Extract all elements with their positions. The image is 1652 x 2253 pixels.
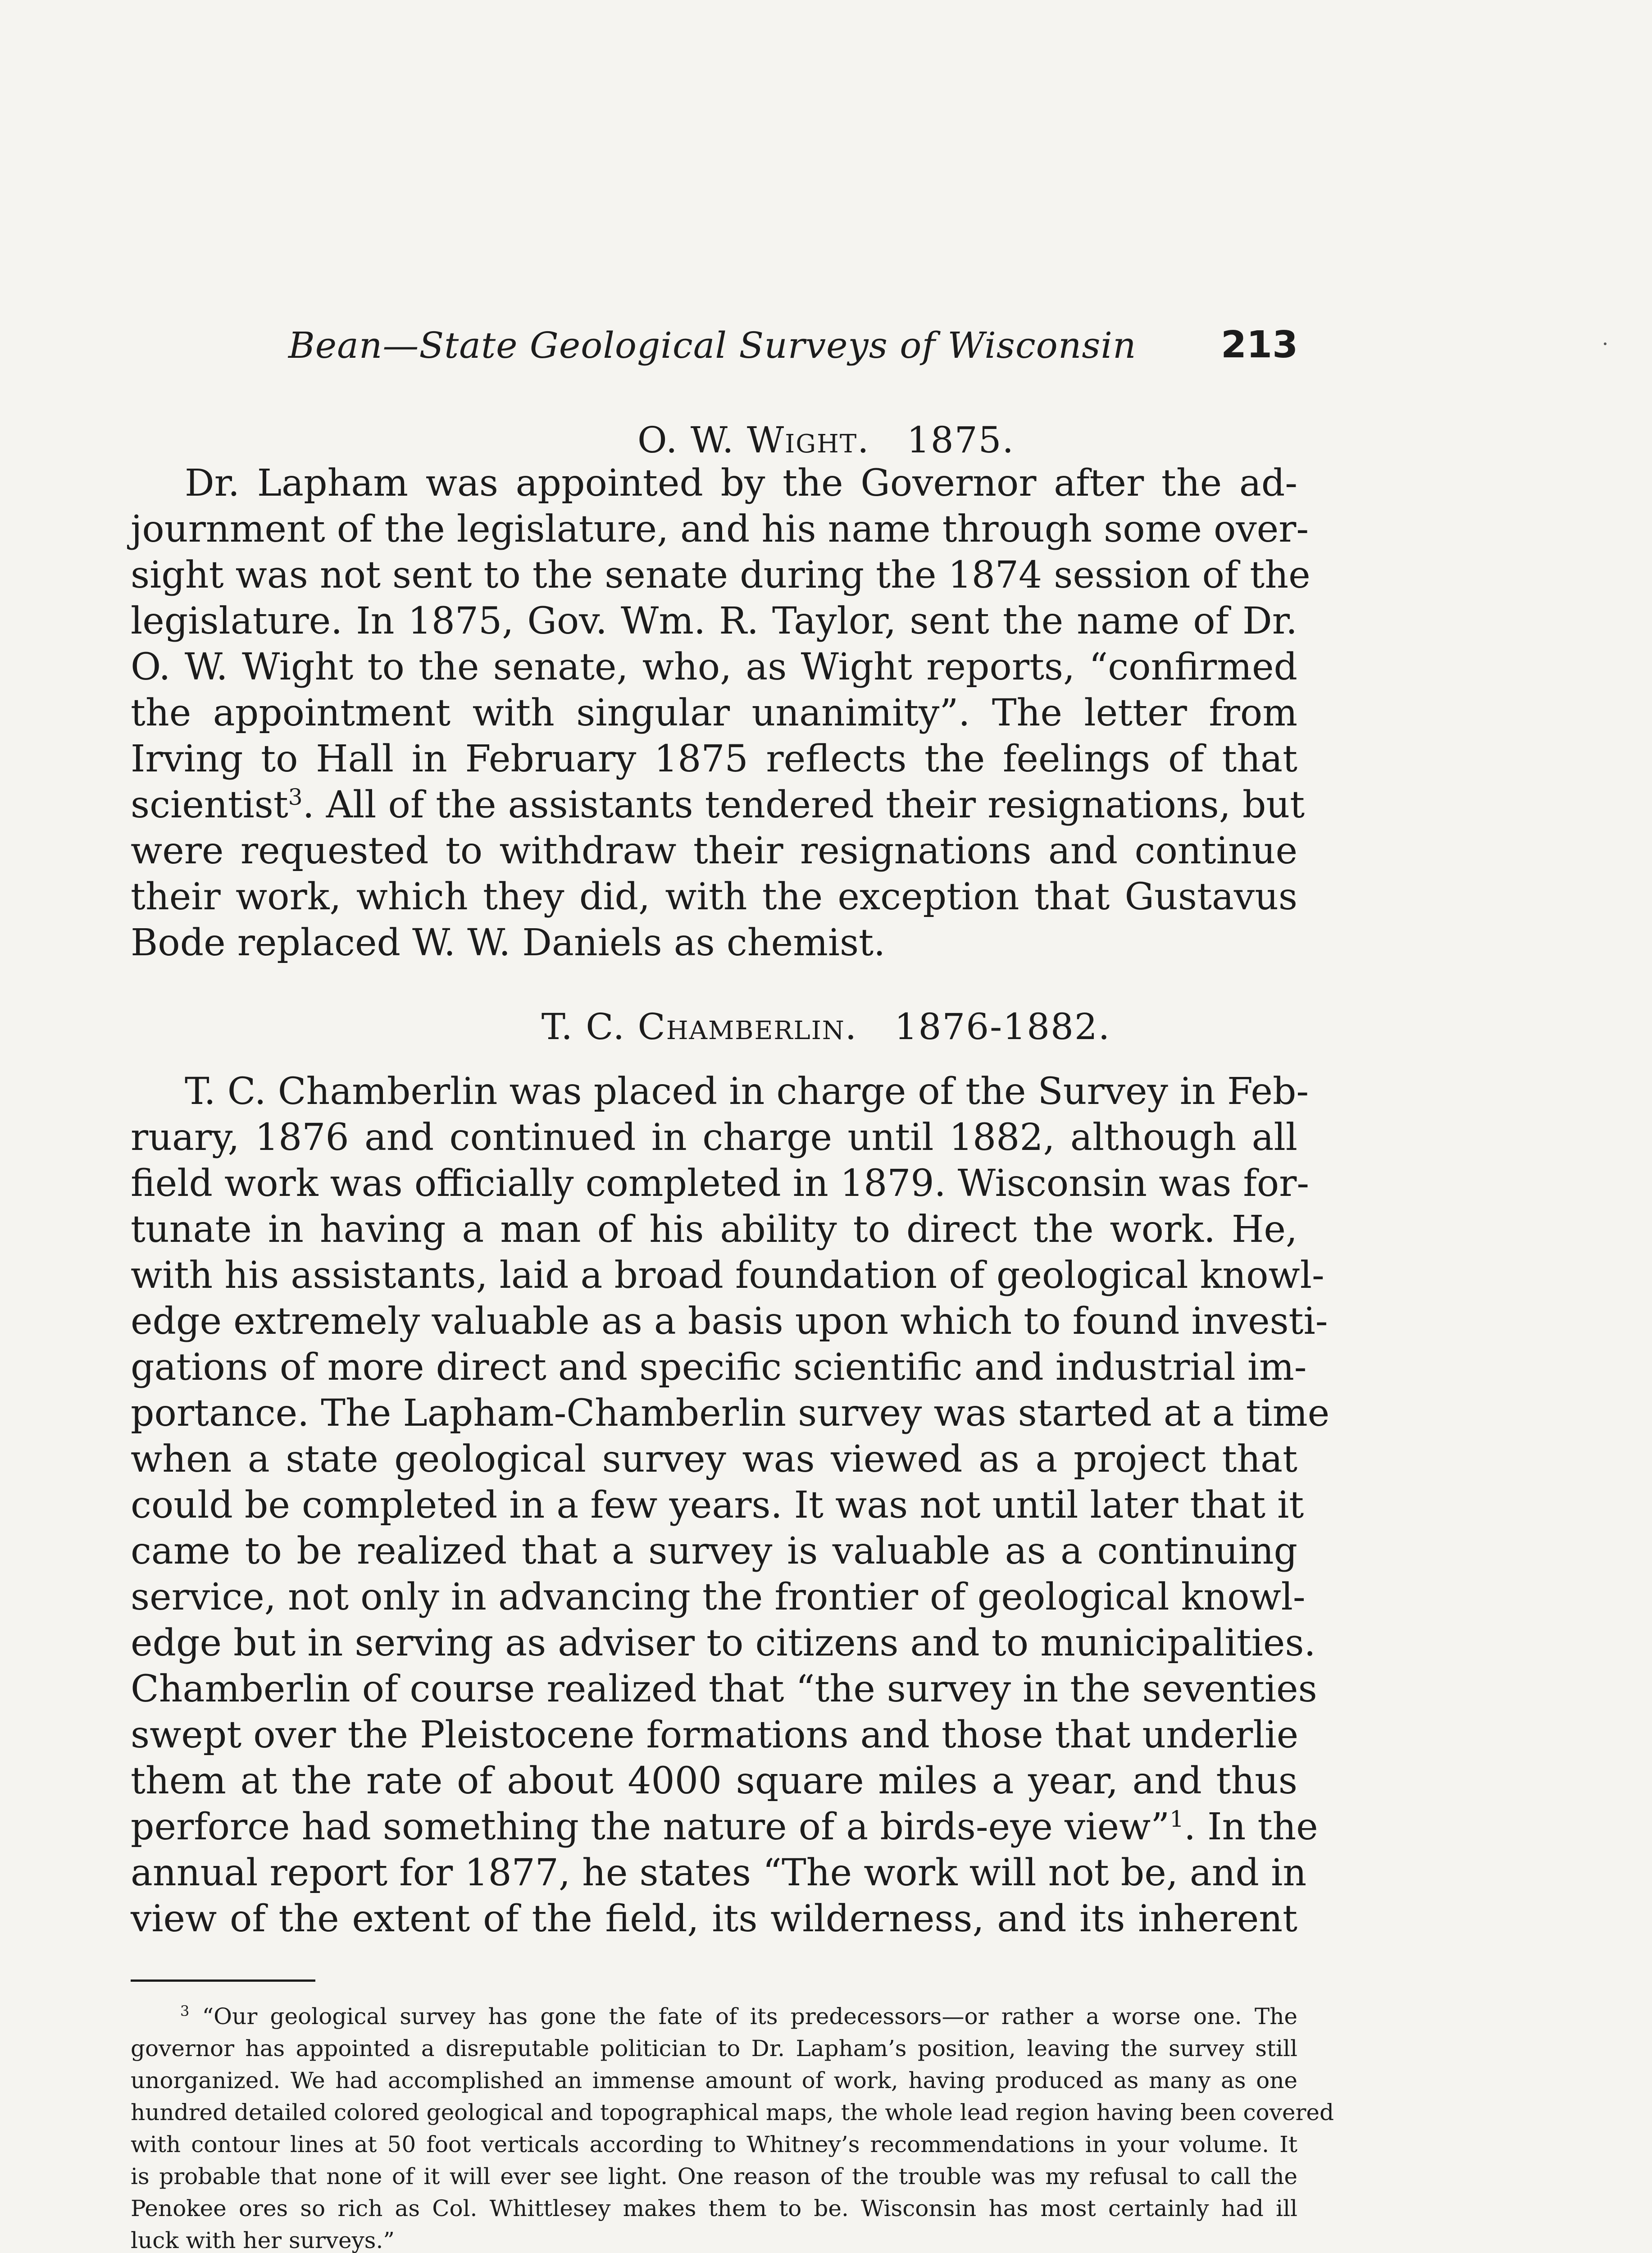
footnote-line: governor has appointed a disreputable politician to Dr. Lapham’s position, leaving the survey still bbox=[131, 2035, 1297, 2061]
footnote-line: is probable that none of it will ever see light. One reason of the trouble was my refusal to call the bbox=[131, 2163, 1297, 2189]
section-heading-year: 1875. bbox=[906, 419, 1015, 461]
section-heading-wight bbox=[0, 419, 1652, 461]
text-fragment: scientist bbox=[131, 784, 288, 826]
page-number: 213 bbox=[1221, 324, 1298, 366]
footnote-line: luck with her surveys.” bbox=[131, 2227, 395, 2253]
text-line: sight was not sent to the senate during the 1874 session of the bbox=[131, 554, 1311, 597]
text-line: Chamberlin of course realized that “the survey in the seventies bbox=[131, 1668, 1317, 1710]
footnote-divider bbox=[131, 1979, 315, 1982]
text-line: field work was officially completed in 1879. Wisconsin was for- bbox=[131, 1162, 1309, 1205]
footnote-marker: 3 bbox=[180, 2002, 190, 2020]
footnote-ref-1: 1 bbox=[1170, 1806, 1184, 1832]
footnote-line bbox=[131, 2001, 1297, 2033]
footnote-text: “Our geological survey has gone the fate of its predecessors—or rather a worse one. The bbox=[202, 2003, 1298, 2030]
footnote-ref-3: 3 bbox=[288, 784, 303, 810]
section-heading-name: O. W. Wight. bbox=[637, 419, 870, 461]
footnote-3 bbox=[131, 2001, 1334, 2253]
text-line: edge extremely valuable as a basis upon which to found investi- bbox=[131, 1300, 1328, 1343]
section-heading-name: T. C. Chamberlin. bbox=[541, 1006, 858, 1048]
text-line: Bode replaced W. W. Daniels as chemist. bbox=[131, 921, 886, 964]
text-line bbox=[131, 1804, 1318, 1850]
text-fragment: perforce had something the nature of a birds-eye view” bbox=[131, 1806, 1170, 1848]
text-line: ruary, 1876 and continued in charge until 1882, although all bbox=[131, 1116, 1297, 1159]
text-line: Dr. Lapham was appointed by the Governor after the ad- bbox=[185, 462, 1297, 505]
text-fragment: . In the bbox=[1183, 1806, 1318, 1848]
text-line: tunate in having a man of his ability to direct the work. He, bbox=[131, 1208, 1297, 1251]
text-line: portance. The Lapham-Chamberlin survey was started at a time bbox=[131, 1392, 1330, 1435]
text-line: annual report for 1877, he states “The work will not be, and in bbox=[131, 1852, 1307, 1894]
paragraph-wight bbox=[131, 461, 1311, 966]
text-line: could be completed in a few years. It was not until later that it bbox=[131, 1484, 1304, 1527]
text-line: service, not only in advancing the frontier of geological knowl- bbox=[131, 1576, 1306, 1619]
text-line: Irving to Hall in February 1875 reflects the feelings of that bbox=[131, 738, 1297, 780]
section-heading-chamberlin bbox=[0, 1006, 1652, 1048]
text-line: legislature. In 1875, Gov. Wm. R. Taylor, sent the name of Dr. bbox=[131, 600, 1297, 643]
text-line: edge but in serving as adviser to citizens and to municipalities. bbox=[131, 1622, 1316, 1665]
text-line: came to be realized that a survey is valuable as a continuing bbox=[131, 1530, 1297, 1573]
scan-speck bbox=[1604, 342, 1606, 345]
footnote-line: hundred detailed colored geological and topographical maps, the whole lead region having been covered bbox=[131, 2099, 1334, 2125]
text-line: view of the extent of the field, its wilderness, and its inherent bbox=[131, 1897, 1297, 1940]
text-line: journment of the legislature, and his name through some over- bbox=[131, 508, 1309, 551]
section-heading-years: 1876-1882. bbox=[894, 1006, 1111, 1048]
text-fragment: . All of the assistants tendered their resignations, but bbox=[302, 784, 1305, 826]
footnote-line: Penokee ores so rich as Col. Whittlesey makes them to be. Wisconsin has most certainly had ill bbox=[131, 2195, 1297, 2221]
text-line: were requested to withdraw their resignations and continue bbox=[131, 830, 1297, 872]
text-line bbox=[131, 782, 1305, 828]
text-line: O. W. Wight to the senate, who, as Wight reports, “confirmed bbox=[131, 646, 1297, 689]
paragraph-chamberlin bbox=[131, 1069, 1330, 1942]
text-line: their work, which they did, with the exception that Gustavus bbox=[131, 876, 1297, 918]
text-line: them at the rate of about 4000 square miles a year, and thus bbox=[131, 1760, 1297, 1802]
footnote-line: with contour lines at 50 foot verticals according to Whitney’s recommendations in your volume. It bbox=[131, 2131, 1297, 2157]
text-line: when a state geological survey was viewed as a project that bbox=[131, 1438, 1297, 1481]
text-line: T. C. Chamberlin was placed in charge of the Survey in Feb- bbox=[185, 1070, 1309, 1113]
text-line: the appointment with singular unanimity”. The letter from bbox=[131, 692, 1297, 734]
running-title: Bean—State Geological Surveys of Wisconsin bbox=[288, 324, 1137, 366]
text-line: gations of more direct and specific scientific and industrial im- bbox=[131, 1346, 1307, 1389]
text-line: with his assistants, laid a broad foundation of geological knowl- bbox=[131, 1254, 1324, 1297]
text-line: swept over the Pleistocene formations and those that underlie bbox=[131, 1714, 1299, 1756]
footnote-line: unorganized. We had accomplished an immense amount of work, having produced as many as one bbox=[131, 2067, 1297, 2093]
